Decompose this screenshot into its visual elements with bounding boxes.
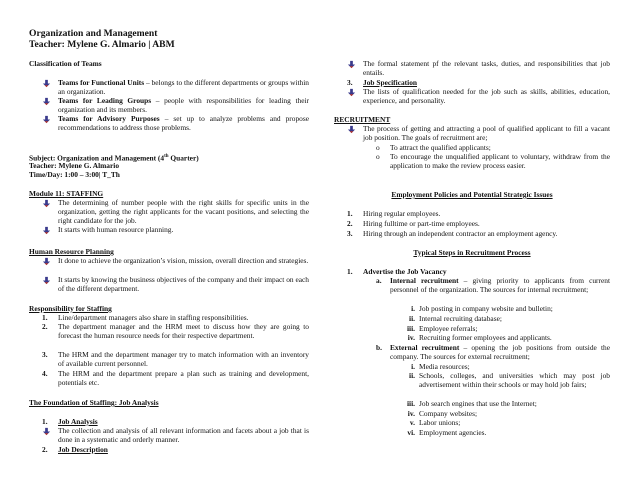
arrow-bullet-icon xyxy=(42,257,51,266)
list-item: a. Internal recruitment – giving priority to applicants from current personnel of the organization. The sources for internal recruitment; xyxy=(376,276,610,295)
list-item: 2. The department manager and the HRM meet to discuss how they are going to forecast the human resource needs for their respective department. xyxy=(42,322,309,341)
responsibility-heading: Responsibility for Staffing xyxy=(29,304,112,313)
arrow-bullet-icon xyxy=(42,115,51,124)
classification-heading: Classification of Teams xyxy=(29,59,102,68)
arrow-bullet-icon xyxy=(347,88,356,97)
list-item: 3. Job Specification xyxy=(347,78,417,87)
arrow-bullet-icon xyxy=(347,60,356,69)
teacher-line: Teacher: Mylene G. Almario | ABM xyxy=(29,39,175,50)
list-item: 1. Hiring regular employees. xyxy=(347,209,441,218)
list-item: 1. Advertise the Job Vacancy xyxy=(347,267,447,276)
arrow-bullet-icon xyxy=(42,276,51,285)
list-item: The lists of qualification needed for the job such as skills, abilities, education, experience, and personality. xyxy=(334,87,610,105)
list-item: Teams for Leading Groups – people with responsibilities for leading their organization and its members. xyxy=(29,96,309,114)
list-item: iii. Job search engines that use the Internet; xyxy=(406,399,537,408)
policies-heading: Employment Policies and Potential Strategic Issues xyxy=(391,190,553,199)
list-item: o To attract the qualified applicants; xyxy=(376,143,491,152)
list-item: ii. Internal recruiting database; xyxy=(409,314,502,323)
foundation-heading: The Foundation of Staffing: Job Analysis xyxy=(29,398,159,407)
arrow-bullet-icon xyxy=(42,226,51,235)
list-item: It done to achieve the organization’s vision, mission, overall direction and strategies. xyxy=(29,256,309,265)
list-item: iv. Company websites; xyxy=(407,409,478,418)
list-item: vi. Employment agencies. xyxy=(407,428,487,437)
list-item: 4. The HRM and the department prepare a plan such as training and development, potentials etc. xyxy=(42,369,309,388)
list-item: o To encourage the unqualified applicant to voluntary, withdraw from the application to make the review process easier. xyxy=(376,152,610,171)
subject-time: Time/Day: 1:00 – 3:00| T_Th xyxy=(29,170,120,179)
list-item: The collection and analysis of all relevant information and facets about a job that is done in a systematic and orderly manner. xyxy=(29,426,309,444)
list-item: 2. Job Description xyxy=(42,445,108,454)
list-item: It starts with human resource planning. xyxy=(29,225,309,234)
list-item: 3. The HRM and the department manager try to match information with an inventory of available current personnel. xyxy=(42,350,309,369)
list-item: 1. Line/department managers also share in staffing responsibilities. xyxy=(42,313,249,322)
arrow-bullet-icon xyxy=(42,199,51,208)
list-item: iii. Employee referrals; xyxy=(406,324,478,333)
list-item: Teams for Advisory Purposes – set up to analyze problems and propose recommendations to address those problems. xyxy=(29,114,309,132)
subject-line: Subject: Organization and Management (4th Quarter) xyxy=(29,153,199,163)
subject-teacher: Teacher: Mylene G. Almario xyxy=(29,161,120,170)
list-item: 1. Job Analysis xyxy=(42,417,98,426)
arrow-bullet-icon xyxy=(42,79,51,88)
list-item: The process of getting and attracting a pool of qualified applicant to fill a vacant job position. The goals of recruitment are; xyxy=(334,124,610,142)
list-item: The determining of number people with the right skills for specific units in the organization, getting the right applicants for the vacant positions, and selecting the right candidate for the job. xyxy=(29,198,309,225)
arrow-bullet-icon xyxy=(42,97,51,106)
list-item: i. Media resources; xyxy=(411,362,470,371)
document-title: Organization and Management xyxy=(29,28,158,39)
arrow-bullet-icon xyxy=(42,427,51,436)
arrow-bullet-icon xyxy=(347,125,356,134)
list-item: 2. Hiring fulltime or part-time employees. xyxy=(347,219,480,228)
list-item: iv. Recruiting former employees and applicants. xyxy=(407,333,552,342)
list-item: Teams for Functional Units – belongs to the different departments or groups within an organization. xyxy=(29,78,309,96)
list-item: v. Labor unions; xyxy=(409,418,461,427)
module-heading: Module 11: STAFFING xyxy=(29,189,104,198)
list-item: The formal statement pf the relevant tasks, duties, and responsibilities that job entails. xyxy=(334,59,610,77)
list-item: 3. Hiring through an independent contractor an employment agency. xyxy=(347,229,558,238)
hrp-heading: Human Resource Planning xyxy=(29,247,114,256)
recruitment-heading: RECRUITMENT xyxy=(334,115,391,124)
steps-heading: Typical Steps in Recruitment Process xyxy=(413,248,531,257)
list-item: ii. Schools, colleges, and universities which may post job advertisement within their schools or may hold job fairs; xyxy=(409,371,610,390)
list-item: It starts by knowing the business objectives of the company and their impact on each of the different department. xyxy=(29,275,309,293)
list-item: i. Job posting in company website and bulletin; xyxy=(411,304,553,313)
list-item: b. External recruitment – opening the job positions from outside the company. The sources for external recruitment; xyxy=(376,343,610,362)
